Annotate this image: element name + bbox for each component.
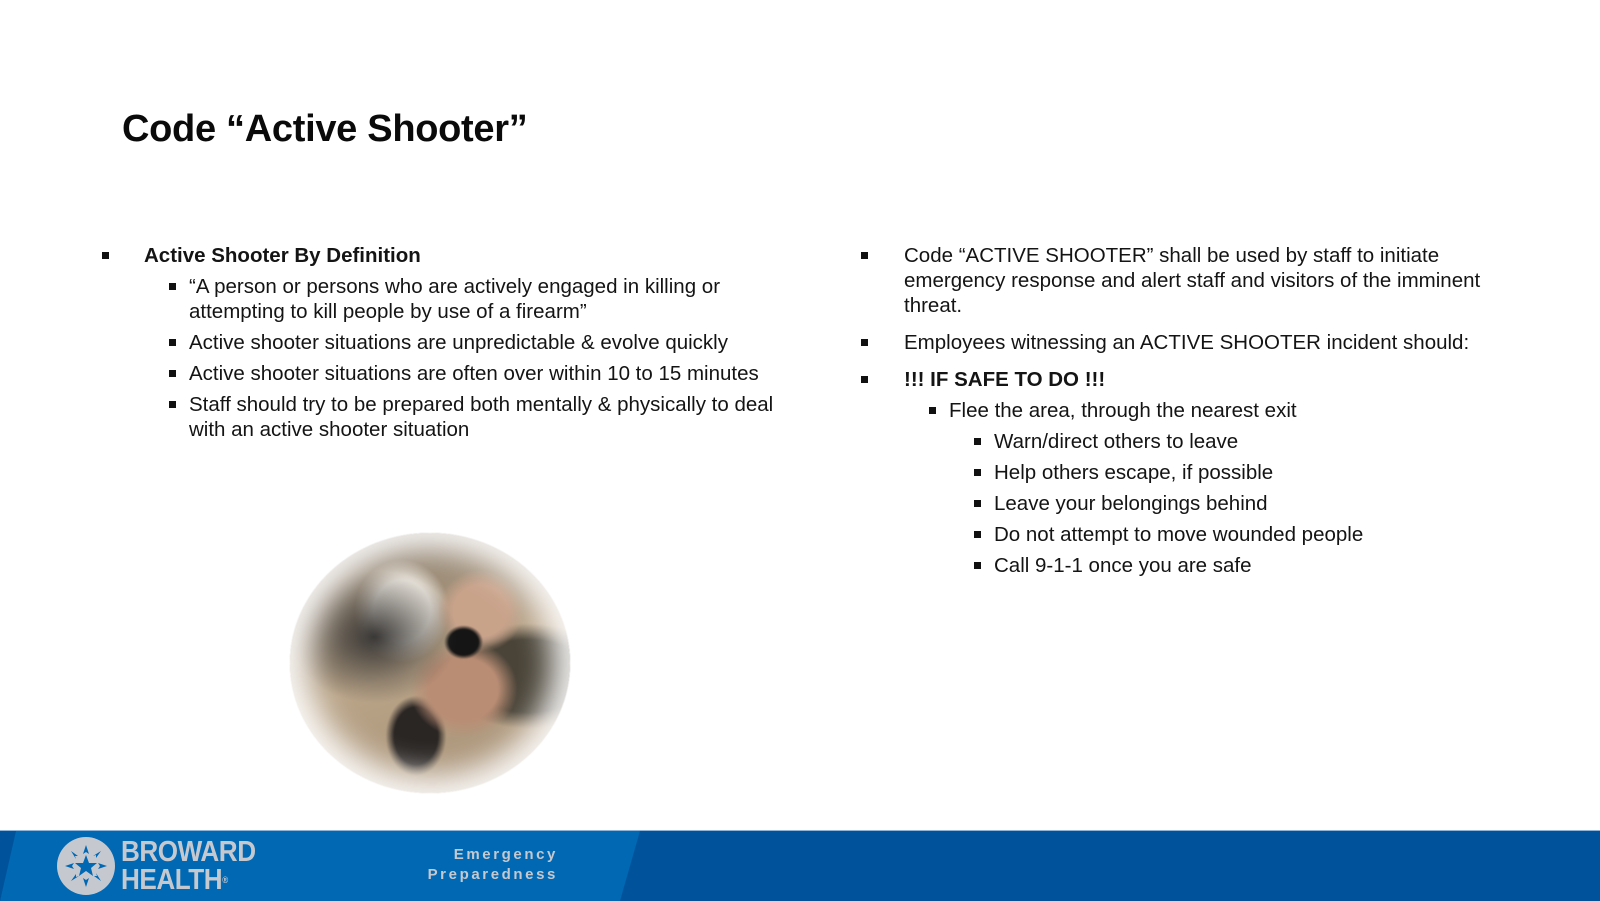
list-item: Code “ACTIVE SHOOTER” shall be used by staff to initiate emergency response and alert staff and visitors of the imminent threat. (881, 243, 1521, 318)
list-item: Flee the area, through the nearest exit Warn/direct others to leave Help others escape, if possible Leave your belongings behind Do not attempt to move wounded people Call 9-1-1 once you are safe (949, 398, 1521, 578)
bullet-square-icon (974, 438, 981, 445)
active-shooter-photo (290, 533, 570, 793)
bullet-square-icon (169, 283, 176, 290)
logo-wordmark: BROWARD HEALTH® (121, 836, 256, 896)
slide-title: Code “Active Shooter” (122, 108, 528, 150)
bullet-square-icon (102, 252, 109, 259)
department-label: Emergency Preparedness (427, 846, 558, 883)
bullet-square-icon (861, 252, 868, 259)
left-column (122, 243, 782, 450)
list-item: Warn/direct others to leave (994, 429, 1521, 454)
bullet-square-icon (861, 376, 868, 383)
list-item: Active shooter situations are often over within 10 to 15 minutes (189, 361, 782, 386)
bullet-square-icon (169, 401, 176, 408)
list-item-heading (122, 243, 782, 442)
list-item: Call 9-1-1 once you are safe (994, 553, 1521, 578)
list-item: Active shooter situations are unpredictable & evolve quickly (189, 330, 782, 355)
right-column (881, 243, 1521, 584)
list-item: Help others escape, if possible (994, 460, 1521, 485)
list-item: Leave your belongings behind (994, 491, 1521, 516)
bullet-square-icon (861, 339, 868, 346)
bullet-square-icon (169, 370, 176, 377)
list-item: Do not attempt to move wounded people (994, 522, 1521, 547)
broward-health-logo (57, 837, 271, 895)
list-item: Staff should try to be prepared both mentally & physically to deal with an active shooter situation (189, 392, 782, 442)
list-item: Employees witnessing an ACTIVE SHOOTER incident should: (881, 330, 1521, 355)
list-item-safe-warning: !!! IF SAFE TO DO !!! Flee the area, through the nearest exit Warn/direct others to leave Help others escape, if possible Leave your belongings behind Do not attempt to move wounded people Call 9-1-1 once you are safe (881, 367, 1521, 578)
footer-bar (0, 830, 1600, 901)
bullet-square-icon (974, 500, 981, 507)
definition-heading: Active Shooter By Definition (144, 244, 421, 267)
list-item: “A person or persons who are actively engaged in killing or attempting to kill people by use of a firearm” (189, 274, 782, 324)
star-logo-icon (57, 837, 115, 895)
bullet-square-icon (974, 531, 981, 538)
bullet-square-icon (169, 339, 176, 346)
bullet-square-icon (974, 469, 981, 476)
bullet-square-icon (974, 562, 981, 569)
bullet-square-icon (929, 407, 936, 414)
